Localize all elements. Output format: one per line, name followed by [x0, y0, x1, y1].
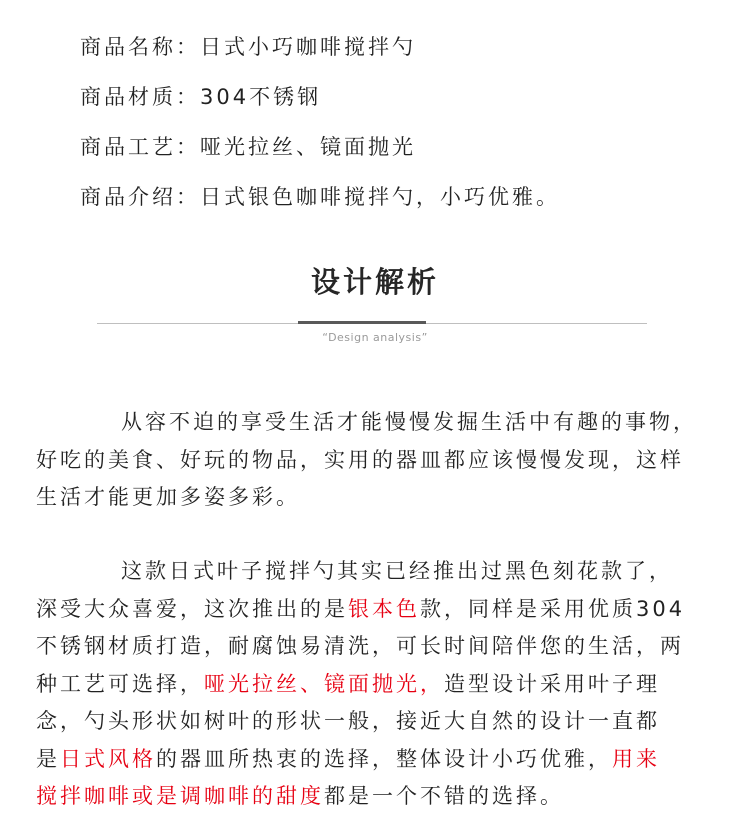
paragraph-line: 念，勺头形状如树叶的形状一般，接近大自然的设计一直都 — [36, 709, 660, 733]
paragraph-line: 从容不迫的享受生活才能慢慢发掘生活中有趣的事物， — [121, 410, 697, 434]
spec-label: 商品材质 — [80, 85, 176, 109]
paragraph-line — [36, 666, 726, 704]
spec-row-material — [80, 82, 720, 132]
spec-separator: ： — [176, 135, 200, 159]
spec-separator: ： — [176, 35, 200, 59]
product-spec-list — [80, 32, 720, 232]
spec-label: 商品介绍 — [80, 185, 176, 209]
spec-separator: ： — [176, 85, 200, 109]
spec-value: 日式银色咖啡搅拌勺，小巧优雅。 — [200, 185, 560, 209]
paragraph-line: 生活才能更加多姿多彩。 — [36, 485, 300, 509]
spec-row-intro — [80, 182, 720, 232]
highlight-text: 搅拌咖啡或是调咖啡的甜度 — [36, 784, 324, 808]
paragraph-line — [36, 741, 726, 779]
paragraph-line — [36, 778, 726, 816]
section-title: 设计解析 — [310, 265, 439, 299]
text-segment: 种工艺可选择， — [36, 671, 204, 696]
highlight-text: 用来 — [612, 746, 660, 771]
paragraph-line: 不锈钢材质打造，耐腐蚀易清洗，可长时间陪伴您的生活，两 — [36, 634, 684, 658]
spec-value: 日式小巧咖啡搅拌勺 — [200, 35, 416, 59]
spec-value: 304不锈钢 — [200, 85, 322, 109]
highlight-text: 银本色 — [348, 596, 420, 621]
highlight-text: 哑光拉丝、镜面抛光， — [204, 671, 444, 696]
description-paragraph-1 — [36, 404, 726, 517]
spec-label: 商品工艺 — [80, 135, 176, 159]
paragraph-line: 这款日式叶子搅拌勺其实已经推出过黑色刻花款了， — [121, 559, 673, 583]
spec-separator: ： — [176, 185, 200, 209]
text-segment: 是 — [36, 746, 60, 771]
spec-label: 商品名称 — [80, 35, 176, 59]
spec-row-craft — [80, 132, 720, 182]
section-subtitle: “Design analysis” — [322, 331, 428, 344]
spec-value: 哑光拉丝、镜面抛光 — [200, 135, 416, 159]
highlight-text: 日式风格 — [60, 746, 156, 771]
text-segment: 的器皿所热衷的选择，整体设计小巧优雅， — [156, 746, 612, 771]
paragraph-line — [36, 591, 726, 629]
section-divider-accent — [298, 321, 426, 324]
text-segment: 深受大众喜爱，这次推出的是 — [36, 596, 348, 621]
text-segment: 都是一个不错的选择。 — [324, 784, 564, 808]
description-paragraph-2 — [36, 553, 726, 816]
text-segment: 款，同样是采用优质304 — [420, 596, 686, 621]
paragraph-line: 好吃的美食、好玩的物品，实用的器皿都应该慢慢发现，这样 — [36, 447, 684, 472]
spec-row-name — [80, 32, 720, 82]
text-segment: 造型设计采用叶子理 — [444, 671, 660, 696]
